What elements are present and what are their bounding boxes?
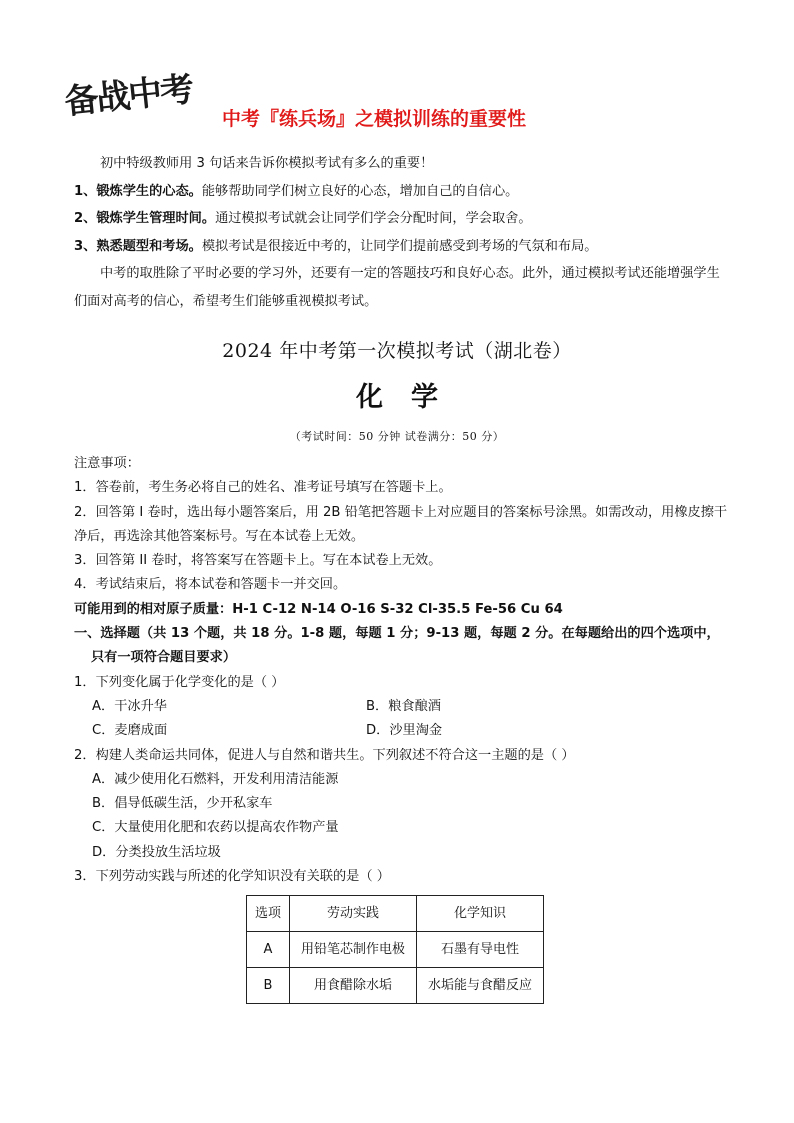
table-header: 化学知识 bbox=[417, 896, 544, 932]
option-c: C．大量使用化肥和农药以提高农作物产量 bbox=[92, 820, 339, 836]
intro-point-1 bbox=[74, 178, 724, 206]
point-text: 能够帮助同学们树立良好的心态，增加自己的自信心。 bbox=[201, 183, 519, 199]
intro-point-2 bbox=[74, 205, 724, 233]
option-c: C．麦磨成面 bbox=[92, 723, 168, 739]
intro-lead: 初中特级教师用 3 句话来告诉你模拟考试有多么的重要！ bbox=[100, 156, 434, 171]
point-text: 模拟考试是很接近中考的，让同学们提前感受到考场的气氛和布局。 bbox=[201, 238, 598, 254]
table-cell: 石墨有导电性 bbox=[417, 932, 544, 968]
intro-closing: 中考的取胜除了平时必要的学习外，还要有一定的答题技巧和良好心态。此外，通过模拟考试还能增强学生们面对高考的信心，希望考生们能够重视模拟考试。 bbox=[74, 266, 720, 309]
exam-info: （考试时间：50 分钟 试卷满分：50 分） bbox=[289, 430, 505, 443]
point-text: 通过模拟考试就会让同学们学会分配时间，学会取舍。 bbox=[215, 211, 532, 226]
question-1-options-row-2 bbox=[74, 719, 728, 743]
exam-subject: 化学 bbox=[356, 382, 466, 413]
table-row bbox=[247, 968, 544, 1004]
table-header: 选项 bbox=[247, 896, 290, 932]
section-heading: 一、选择题（共 13 个题，共 18 分。1-8 题，每题 1 分；9-13 题，每题 2 分。在每题给出的四个选项中，只有一项符合题目要求） bbox=[74, 626, 720, 666]
option-b: B．粮食酿酒 bbox=[366, 698, 441, 714]
option-d: D．沙里淘金 bbox=[366, 723, 443, 739]
option-a: A．干冰升华 bbox=[92, 698, 167, 714]
note-item: 1．答卷前，考生务必将自己的姓名、准考证号填写在答题卡上。 bbox=[74, 480, 452, 496]
note-item: 3．回答第 II 卷时，将答案写在答题卡上。写在本试卷上无效。 bbox=[74, 553, 442, 569]
point-number: 2、 bbox=[74, 211, 97, 226]
logo-text: 备战中考 bbox=[62, 69, 195, 123]
note-item: 2．回答第 I 卷时，选出每小题答案后，用 2B 铅笔把答题卡上对应题目的答案标号涂黑。如需改动，用橡皮擦干净后，再选涂其他答案标号。写在本试卷上无效。 bbox=[74, 504, 728, 544]
point-number: 1、 bbox=[74, 183, 97, 199]
atomic-masses: 可能用到的相对原子质量：H-1 C-12 N-14 O-16 S-32 Cl-35.5 Fe-56 Cu 64 bbox=[74, 601, 563, 617]
table-cell: 用食醋除水垢 bbox=[290, 968, 417, 1004]
question-2-stem: 2．构建人类命运共同体，促进人与自然和谐共生。下列叙述不符合这一主题的是（ ） bbox=[74, 747, 575, 763]
intro-point-3 bbox=[74, 233, 724, 261]
logo bbox=[64, 68, 214, 128]
option-b: B．倡导低碳生活，少开私家车 bbox=[92, 796, 273, 812]
question-1-options-row-1 bbox=[74, 695, 728, 719]
point-number: 3、 bbox=[74, 238, 97, 254]
point-bold: 锻炼学生管理时间。 bbox=[96, 211, 216, 226]
table-cell: 用铅笔芯制作电极 bbox=[290, 932, 417, 968]
question-3-table bbox=[246, 895, 544, 1004]
table-cell: 水垢能与食醋反应 bbox=[417, 968, 544, 1004]
notes-heading: 注意事项： bbox=[74, 456, 140, 471]
question-3-stem: 3．下列劳动实践与所述的化学知识没有关联的是（ ） bbox=[74, 869, 390, 885]
intro-section bbox=[74, 150, 724, 315]
point-bold: 锻炼学生的心态。 bbox=[96, 183, 202, 199]
exam-title: 2024 年中考第一次模拟考试（湖北卷） bbox=[222, 340, 572, 362]
table-header: 劳动实践 bbox=[290, 896, 417, 932]
banner-title: 中考『练兵场』之模拟训练的重要性 bbox=[222, 108, 527, 130]
exam-body bbox=[74, 452, 728, 1004]
note-item: 4．考试结束后，将本试卷和答题卡一并交回。 bbox=[74, 577, 347, 593]
table-cell: B bbox=[247, 968, 290, 1004]
question-1-stem: 1．下列变化属于化学变化的是（ ） bbox=[74, 674, 285, 690]
option-d: D．分类投放生活垃圾 bbox=[92, 844, 221, 860]
point-bold: 熟悉题型和考场。 bbox=[96, 238, 202, 254]
table-header-row bbox=[247, 896, 544, 932]
table-row bbox=[247, 932, 544, 968]
table-cell: A bbox=[247, 932, 290, 968]
option-a: A．减少使用化石燃料，开发利用清洁能源 bbox=[92, 771, 339, 787]
